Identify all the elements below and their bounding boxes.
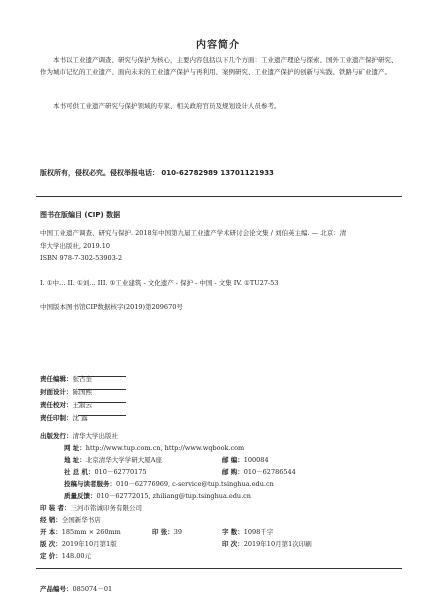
cip-record: 中国版本图书馆CIP数据核字(2019)第209670号 <box>40 303 183 311</box>
underline <box>78 376 126 377</box>
intro-paragraph-2: 本书可供工业遗产研究与保护领域的专家、相关政府官员及规划设计人员参考。 <box>53 102 281 110</box>
format-row: 开 本：185mm × 260mm <box>40 528 121 536</box>
staff-row-editor: 责任编辑：张占奎 <box>40 375 92 383</box>
divider-bottom <box>36 568 402 569</box>
publisher-service-row: 投稿与读者服务：010－62776969, c-service@tup.tsinghua.edu.cn <box>64 480 274 488</box>
staff-row-print: 责任印制：沈 露 <box>40 414 88 422</box>
staff-row-cover: 封面设计：陈国熙 <box>40 388 92 396</box>
page-title: 内容简介 <box>196 40 240 51</box>
cip-line-1: 中国工业遗产调查、研究与保护. 2018年中国第九届工业遗产学术研讨会论文集 / 刘伯英主编. — 北京：清 <box>40 229 347 237</box>
cip-heading: 图书在版编目 (CIP) 数据 <box>40 211 121 219</box>
cip-classification: I. ①中… II. ①刘… III. ①工业建筑 - 文化遗产 - 保护 - 中国 - 文集 IV. ①TU27-53 <box>40 279 279 287</box>
publisher-mail-order-row: 邮 购：010－62786544 <box>222 468 296 476</box>
printing-row: 印 次：2019年10月第1次印刷 <box>222 540 312 548</box>
product-number-row: 产品编号：085074－01 <box>40 585 113 593</box>
publisher-web-row: 网 址：http://www.tup.com.cn, http://www.wqbook.com <box>64 444 245 452</box>
publisher-quality-row: 质量反馈：010－62772015, zhiliang@tup.tsinghua.edu.cn <box>64 492 251 500</box>
underline <box>78 402 126 403</box>
price-row: 定 价：148.00元 <box>40 552 92 560</box>
distributor-row: 经 销：全国新华书店 <box>40 516 101 524</box>
cip-isbn: ISBN 978-7-302-53903-2 <box>40 254 123 262</box>
publisher-phone-row: 社 总 机：010－62770175 <box>64 468 147 476</box>
intro-paragraph-1: 本书以工业遗产调查、研究与保护为核心，主要内容包括以下几个方面：工业遗产理论与探索、国外工业遗产保护研究、作为城市记忆的工业遗产、面向未来的工业遗产保护与再利用、案例研究、工业遗产保护的创新与实践、铁路与矿业遗产。 <box>40 56 398 76</box>
printer-row: 印 装 者：三河市铭诚印务有限公司 <box>40 504 143 512</box>
sheets-row: 印 张：39 <box>152 528 183 536</box>
underline <box>78 389 126 390</box>
publisher-row: 出版发行：清华大学出版社 <box>40 432 118 440</box>
underline <box>78 415 126 416</box>
copyright-notice: 版权所有，侵权必究。侵权举报电话： 010-62782989 13701121933 <box>40 169 274 177</box>
staff-row-proof: 责任校对：王淑云 <box>40 401 92 409</box>
cip-line-2: 华大学出版社, 2019.10 <box>40 242 111 250</box>
edition-row: 版 次：2019年10月第1版 <box>40 540 117 548</box>
divider-top <box>36 196 402 197</box>
publisher-address-row: 地 址：北京清华大学学研大厦A座 <box>64 456 162 464</box>
word-count-row: 字 数：1098千字 <box>222 528 274 536</box>
publisher-postcode-row: 邮 编：100084 <box>222 456 269 464</box>
